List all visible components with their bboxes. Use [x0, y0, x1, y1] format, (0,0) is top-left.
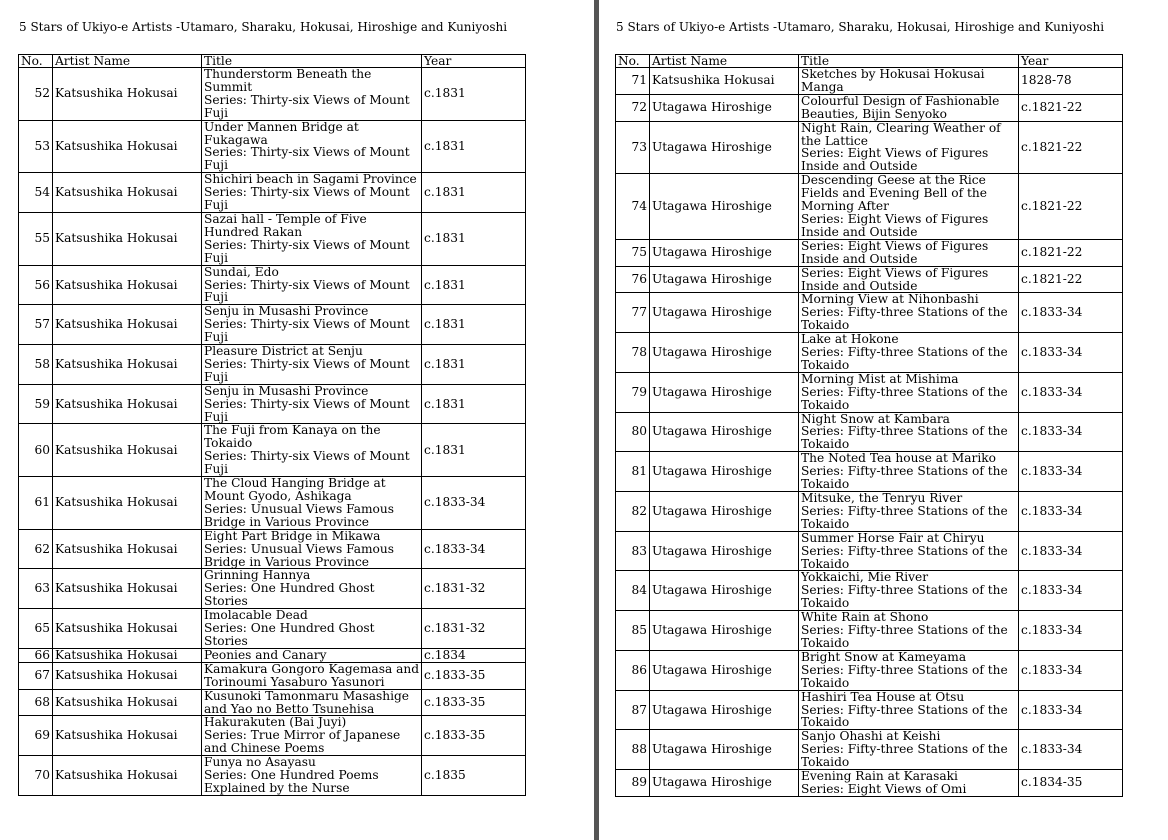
- artist-name: Utagawa Hiroshige: [650, 239, 799, 266]
- artwork-title-text: Senju in Musashi Province Series: Thirty-six Views of Mount Fuji: [204, 305, 410, 345]
- artwork-title-text: Night Snow at Kambara Series: Fifty-three Stations of the Tokaido: [801, 412, 1008, 452]
- row-number: 62: [19, 529, 53, 569]
- artist-name: Katsushika Hokusai: [53, 756, 202, 796]
- artist-name: Katsushika Hokusai: [53, 529, 202, 569]
- artist-name: Utagawa Hiroshige: [650, 492, 799, 532]
- row-number: 57: [19, 305, 53, 345]
- row-number: 72: [616, 94, 650, 121]
- artist-name: Katsushika Hokusai: [53, 689, 202, 716]
- artist-name: Utagawa Hiroshige: [650, 611, 799, 651]
- artwork-title: [799, 492, 1019, 532]
- row-number: 71: [616, 68, 650, 95]
- artwork-year: c.1831-32: [422, 569, 526, 609]
- artist-name: Katsushika Hokusai: [53, 265, 202, 305]
- artwork-title-text: Hakurakuten (Bai Juyi) Series: True Mirror of Japanese and Chinese Poems: [204, 716, 401, 756]
- artwork-year: c.1831: [422, 68, 526, 121]
- row-number: 77: [616, 293, 650, 333]
- artwork-year: c.1833-34: [1019, 492, 1123, 532]
- artist-name: Katsushika Hokusai: [53, 173, 202, 213]
- artwork-title-text: Yokkaichi, Mie River Series: Fifty-three Stations of the Tokaido: [801, 571, 1008, 611]
- artwork-title: [799, 611, 1019, 651]
- artwork-year: c.1833-34: [1019, 452, 1123, 492]
- column-header-artist: Artist Name: [650, 55, 799, 68]
- artist-name: Katsushika Hokusai: [53, 609, 202, 649]
- table-row: [616, 571, 1123, 611]
- artwork-title: [799, 690, 1019, 730]
- artwork-title-text: Grinning Hannya Series: One Hundred Ghost Stories: [204, 569, 375, 609]
- table-row: [616, 68, 1123, 95]
- artwork-title-text: Eight Part Bridge in Mikawa Series: Unusual Views Famous Bridge in Various Province: [204, 529, 394, 569]
- artwork-title: [799, 372, 1019, 412]
- row-number: 84: [616, 571, 650, 611]
- artwork-year: c.1834-35: [1019, 770, 1123, 797]
- row-number: 80: [616, 412, 650, 452]
- table-row: [616, 293, 1123, 333]
- artwork-title-text: Summer Horse Fair at Chiryu Series: Fifty-three Stations of the Tokaido: [801, 531, 1008, 571]
- table-row: [616, 266, 1123, 293]
- artwork-title: [799, 730, 1019, 770]
- artist-name: Katsushika Hokusai: [53, 120, 202, 173]
- artwork-title: [202, 662, 422, 689]
- table-row: [616, 492, 1123, 532]
- table-row: [19, 265, 526, 305]
- artist-name: Utagawa Hiroshige: [650, 452, 799, 492]
- artwork-title: [799, 531, 1019, 571]
- artwork-year: c.1833-34: [1019, 690, 1123, 730]
- artwork-title-text: Morning View at Nihonbashi Series: Fifty-three Stations of the Tokaido: [801, 293, 1008, 333]
- row-number: 52: [19, 68, 53, 121]
- table-row: [19, 756, 526, 796]
- artist-name: Katsushika Hokusai: [53, 662, 202, 689]
- artwork-year: c.1831: [422, 265, 526, 305]
- row-number: 81: [616, 452, 650, 492]
- artwork-title-text: The Fuji from Kanaya on the Tokaido Series: Thirty-six Views of Mount Fuji: [204, 424, 410, 477]
- table-row: [616, 690, 1123, 730]
- row-number: 75: [616, 239, 650, 266]
- table-row: [19, 477, 526, 530]
- artwork-title: [202, 173, 422, 213]
- artist-name: Utagawa Hiroshige: [650, 333, 799, 373]
- row-number: 54: [19, 173, 53, 213]
- artist-name: Katsushika Hokusai: [53, 384, 202, 424]
- artwork-title: [202, 68, 422, 121]
- table-row: [19, 424, 526, 477]
- artwork-year: c.1833-34: [1019, 333, 1123, 373]
- artwork-title: [799, 266, 1019, 293]
- artwork-title-text: Peonies and Canary: [204, 648, 327, 662]
- artwork-year: c.1833-35: [422, 662, 526, 689]
- column-header-no: No.: [616, 55, 650, 68]
- artist-name: Utagawa Hiroshige: [650, 94, 799, 121]
- row-number: 78: [616, 333, 650, 373]
- artwork-year: c.1833-35: [422, 689, 526, 716]
- artwork-year: 1828-78: [1019, 68, 1123, 95]
- table-row: [19, 173, 526, 213]
- artwork-year: c.1833-34: [1019, 611, 1123, 651]
- table-row: [616, 452, 1123, 492]
- artwork-title: [799, 333, 1019, 373]
- artist-name: Utagawa Hiroshige: [650, 690, 799, 730]
- artwork-title-text: Sketches by Hokusai Hokusai Manga: [801, 68, 985, 94]
- artwork-year: c.1833-34: [422, 477, 526, 530]
- artwork-title-text: Series: Eight Views of Figures Inside and Outside: [801, 239, 989, 266]
- artwork-title: [799, 770, 1019, 797]
- row-number: 60: [19, 424, 53, 477]
- artworks-table: [18, 54, 526, 796]
- artwork-title-text: Sanjo Ohashi at Keishi Series: Fifty-three Stations of the Tokaido: [801, 730, 1008, 770]
- table-row: [19, 212, 526, 265]
- artwork-title: [799, 571, 1019, 611]
- row-number: 73: [616, 121, 650, 174]
- row-number: 55: [19, 212, 53, 265]
- table-body: [19, 68, 526, 796]
- artist-name: Utagawa Hiroshige: [650, 531, 799, 571]
- artwork-title: [799, 68, 1019, 95]
- column-header-year: Year: [422, 55, 526, 68]
- page-right: [599, 0, 1168, 840]
- artwork-year: c.1831: [422, 345, 526, 385]
- artwork-year: c.1833-34: [1019, 531, 1123, 571]
- row-number: 74: [616, 174, 650, 240]
- row-number: 82: [616, 492, 650, 532]
- column-header-no: No.: [19, 55, 53, 68]
- row-number: 88: [616, 730, 650, 770]
- artwork-title-text: The Noted Tea house at Mariko Series: Fifty-three Stations of the Tokaido: [801, 452, 1008, 491]
- table-row: [616, 650, 1123, 690]
- artwork-title-text: Funya no Asayasu Series: One Hundred Poems Explained by the Nurse: [204, 756, 379, 795]
- artwork-year: c.1833-34: [1019, 293, 1123, 333]
- artwork-title: [202, 212, 422, 265]
- artist-name: Utagawa Hiroshige: [650, 412, 799, 452]
- row-number: 68: [19, 689, 53, 716]
- row-number: 66: [19, 648, 53, 662]
- artist-name: Katsushika Hokusai: [53, 305, 202, 345]
- table-header-row: [616, 55, 1123, 68]
- table-row: [616, 531, 1123, 571]
- artwork-title-text: Kamakura Gongoro Kagemasa and Torinoumi Yasaburo Yasunori: [204, 662, 419, 689]
- table-row: [19, 305, 526, 345]
- artworks-table: [615, 54, 1123, 797]
- table-row: [616, 333, 1123, 373]
- artwork-year: c.1834: [422, 648, 526, 662]
- artwork-title-text: Bright Snow at Kameyama Series: Fifty-three Stations of the Tokaido: [801, 650, 1008, 690]
- table-row: [19, 529, 526, 569]
- artist-name: Utagawa Hiroshige: [650, 293, 799, 333]
- artist-name: Utagawa Hiroshige: [650, 266, 799, 293]
- artwork-title-text: Sundai, Edo Series: Thirty-six Views of Mount Fuji: [204, 265, 410, 305]
- row-number: 86: [616, 650, 650, 690]
- column-header-title: Title: [799, 55, 1019, 68]
- row-number: 59: [19, 384, 53, 424]
- artwork-year: c.1831: [422, 212, 526, 265]
- table-row: [616, 94, 1123, 121]
- artwork-year: c.1833-34: [422, 529, 526, 569]
- artwork-title-text: Hashiri Tea House at Otsu Series: Fifty-three Stations of the Tokaido: [801, 690, 1008, 730]
- artwork-title-text: Thunderstorm Beneath the Summit Series: Thirty-six Views of Mount Fuji: [204, 68, 410, 120]
- artwork-title: [799, 174, 1019, 240]
- row-number: 85: [616, 611, 650, 651]
- artwork-title: [799, 121, 1019, 174]
- artwork-title-text: Imolacable Dead Series: One Hundred Ghost Stories: [204, 609, 375, 648]
- artwork-year: c.1831: [422, 173, 526, 213]
- artwork-title-text: Evening Rain at Karasaki Series: Eight Views of Omi: [801, 770, 967, 796]
- artist-name: Utagawa Hiroshige: [650, 571, 799, 611]
- artwork-year: c.1831: [422, 384, 526, 424]
- artwork-title: [202, 384, 422, 424]
- artwork-year: c.1833-34: [1019, 730, 1123, 770]
- artist-name: Utagawa Hiroshige: [650, 650, 799, 690]
- artist-name: Utagawa Hiroshige: [650, 770, 799, 797]
- row-number: 61: [19, 477, 53, 530]
- artwork-title-text: Mitsuke, the Tenryu River Series: Fifty-three Stations of the Tokaido: [801, 492, 1008, 531]
- artwork-title: [799, 412, 1019, 452]
- column-header-year: Year: [1019, 55, 1123, 68]
- artist-name: Utagawa Hiroshige: [650, 372, 799, 412]
- artist-name: Katsushika Hokusai: [53, 648, 202, 662]
- row-number: 58: [19, 345, 53, 385]
- artist-name: Utagawa Hiroshige: [650, 121, 799, 174]
- artwork-title: [202, 609, 422, 649]
- artwork-title: [799, 239, 1019, 266]
- row-number: 79: [616, 372, 650, 412]
- artist-name: Katsushika Hokusai: [53, 424, 202, 477]
- table-header-row: [19, 55, 526, 68]
- table-row: [19, 689, 526, 716]
- row-number: 83: [616, 531, 650, 571]
- artist-name: Utagawa Hiroshige: [650, 174, 799, 240]
- artwork-year: c.1831-32: [422, 609, 526, 649]
- table-row: [19, 68, 526, 121]
- artwork-year: c.1833-35: [422, 716, 526, 756]
- artwork-title: [202, 529, 422, 569]
- table-row: [616, 730, 1123, 770]
- artist-name: Katsushika Hokusai: [53, 68, 202, 121]
- artwork-year: c.1833-34: [1019, 372, 1123, 412]
- artwork-title: [202, 305, 422, 345]
- artwork-title-text: Sazai hall - Temple of Five Hundred Rakan Series: Thirty-six Views of Mount Fuji: [204, 212, 410, 265]
- artist-name: Katsushika Hokusai: [53, 716, 202, 756]
- row-number: 70: [19, 756, 53, 796]
- table-row: [19, 609, 526, 649]
- table-row: [616, 611, 1123, 651]
- artwork-title: [202, 477, 422, 530]
- artwork-year: c.1835: [422, 756, 526, 796]
- artwork-year: c.1821-22: [1019, 239, 1123, 266]
- row-number: 87: [616, 690, 650, 730]
- artwork-title-text: Series: Eight Views of Figures Inside and Outside: [801, 266, 989, 293]
- table-row: [616, 412, 1123, 452]
- artwork-year: c.1821-22: [1019, 266, 1123, 293]
- artwork-title-text: Morning Mist at Mishima Series: Fifty-three Stations of the Tokaido: [801, 372, 1008, 412]
- artwork-title: [202, 345, 422, 385]
- table-row: [616, 174, 1123, 240]
- table-row: [19, 662, 526, 689]
- page-header: 5 Stars of Ukiyo-e Artists -Utamaro, Sharaku, Hokusai, Hiroshige and Kuniyoshi: [616, 20, 1105, 34]
- row-number: 65: [19, 609, 53, 649]
- artwork-title-text: White Rain at Shono Series: Fifty-three Stations of the Tokaido: [801, 611, 1008, 650]
- table-row: [616, 372, 1123, 412]
- table-body: [616, 68, 1123, 797]
- artwork-title-text: Under Mannen Bridge at Fukagawa Series: Thirty-six Views of Mount Fuji: [204, 120, 410, 173]
- column-header-title: Title: [202, 55, 422, 68]
- artwork-year: c.1821-22: [1019, 94, 1123, 121]
- page-header: 5 Stars of Ukiyo-e Artists -Utamaro, Sharaku, Hokusai, Hiroshige and Kuniyoshi: [19, 20, 508, 34]
- artist-name: Katsushika Hokusai: [53, 477, 202, 530]
- artist-name: Katsushika Hokusai: [53, 345, 202, 385]
- table-row: [19, 384, 526, 424]
- table-row: [19, 345, 526, 385]
- artwork-year: c.1833-34: [1019, 650, 1123, 690]
- column-header-artist: Artist Name: [53, 55, 202, 68]
- artwork-year: c.1821-22: [1019, 121, 1123, 174]
- artwork-year: c.1831: [422, 120, 526, 173]
- artwork-year: c.1831: [422, 305, 526, 345]
- artwork-year: c.1833-34: [1019, 412, 1123, 452]
- artwork-title-text: Pleasure District at Senju Series: Thirty-six Views of Mount Fuji: [204, 345, 410, 384]
- artwork-title-text: Shichiri beach in Sagami Province Series: Thirty-six Views of Mount Fuji: [204, 173, 417, 212]
- row-number: 63: [19, 569, 53, 609]
- artwork-title: [799, 293, 1019, 333]
- artwork-title-text: Senju in Musashi Province Series: Thirty-six Views of Mount Fuji: [204, 384, 410, 424]
- table-row: [19, 648, 526, 662]
- row-number: 69: [19, 716, 53, 756]
- artwork-title: [202, 265, 422, 305]
- artwork-title-text: Night Rain, Clearing Weather of the Lattice Series: Eight Views of Figures Inside and Outside: [801, 121, 1001, 174]
- artwork-title-text: Lake at Hokone Series: Fifty-three Stations of the Tokaido: [801, 333, 1008, 372]
- artwork-title: [799, 650, 1019, 690]
- artwork-title: [799, 452, 1019, 492]
- artwork-title: [202, 756, 422, 796]
- artist-name: Katsushika Hokusai: [53, 569, 202, 609]
- artwork-title-text: The Cloud Hanging Bridge at Mount Gyodo, Ashikaga Series: Unusual Views Famous Bridge in Various Province: [204, 477, 394, 529]
- artwork-title: [202, 689, 422, 716]
- artwork-title: [202, 648, 422, 662]
- table-row: [19, 569, 526, 609]
- artwork-title: [799, 94, 1019, 121]
- artwork-title: [202, 569, 422, 609]
- table-row: [19, 716, 526, 756]
- artist-name: Utagawa Hiroshige: [650, 730, 799, 770]
- row-number: 56: [19, 265, 53, 305]
- row-number: 89: [616, 770, 650, 797]
- artwork-title-text: Colourful Design of Fashionable Beauties, Bijin Senyoko: [801, 94, 1000, 121]
- artist-name: Katsushika Hokusai: [650, 68, 799, 95]
- artwork-year: c.1821-22: [1019, 174, 1123, 240]
- table-row: [616, 121, 1123, 174]
- artwork-title-text: Descending Geese at the Rice Fields and Evening Bell of the Morning After Series: Eight Views of Figures Inside and Outside: [801, 174, 989, 239]
- artwork-title: [202, 424, 422, 477]
- artwork-year: c.1833-34: [1019, 571, 1123, 611]
- artwork-year: c.1831: [422, 424, 526, 477]
- artwork-title-text: Kusunoki Tamonmaru Masashige and Yao no Betto Tsunehisa: [204, 689, 409, 716]
- row-number: 67: [19, 662, 53, 689]
- artwork-title: [202, 120, 422, 173]
- row-number: 76: [616, 266, 650, 293]
- table-row: [19, 120, 526, 173]
- table-row: [616, 239, 1123, 266]
- row-number: 53: [19, 120, 53, 173]
- artwork-title: [202, 716, 422, 756]
- table-row: [616, 770, 1123, 797]
- artist-name: Katsushika Hokusai: [53, 212, 202, 265]
